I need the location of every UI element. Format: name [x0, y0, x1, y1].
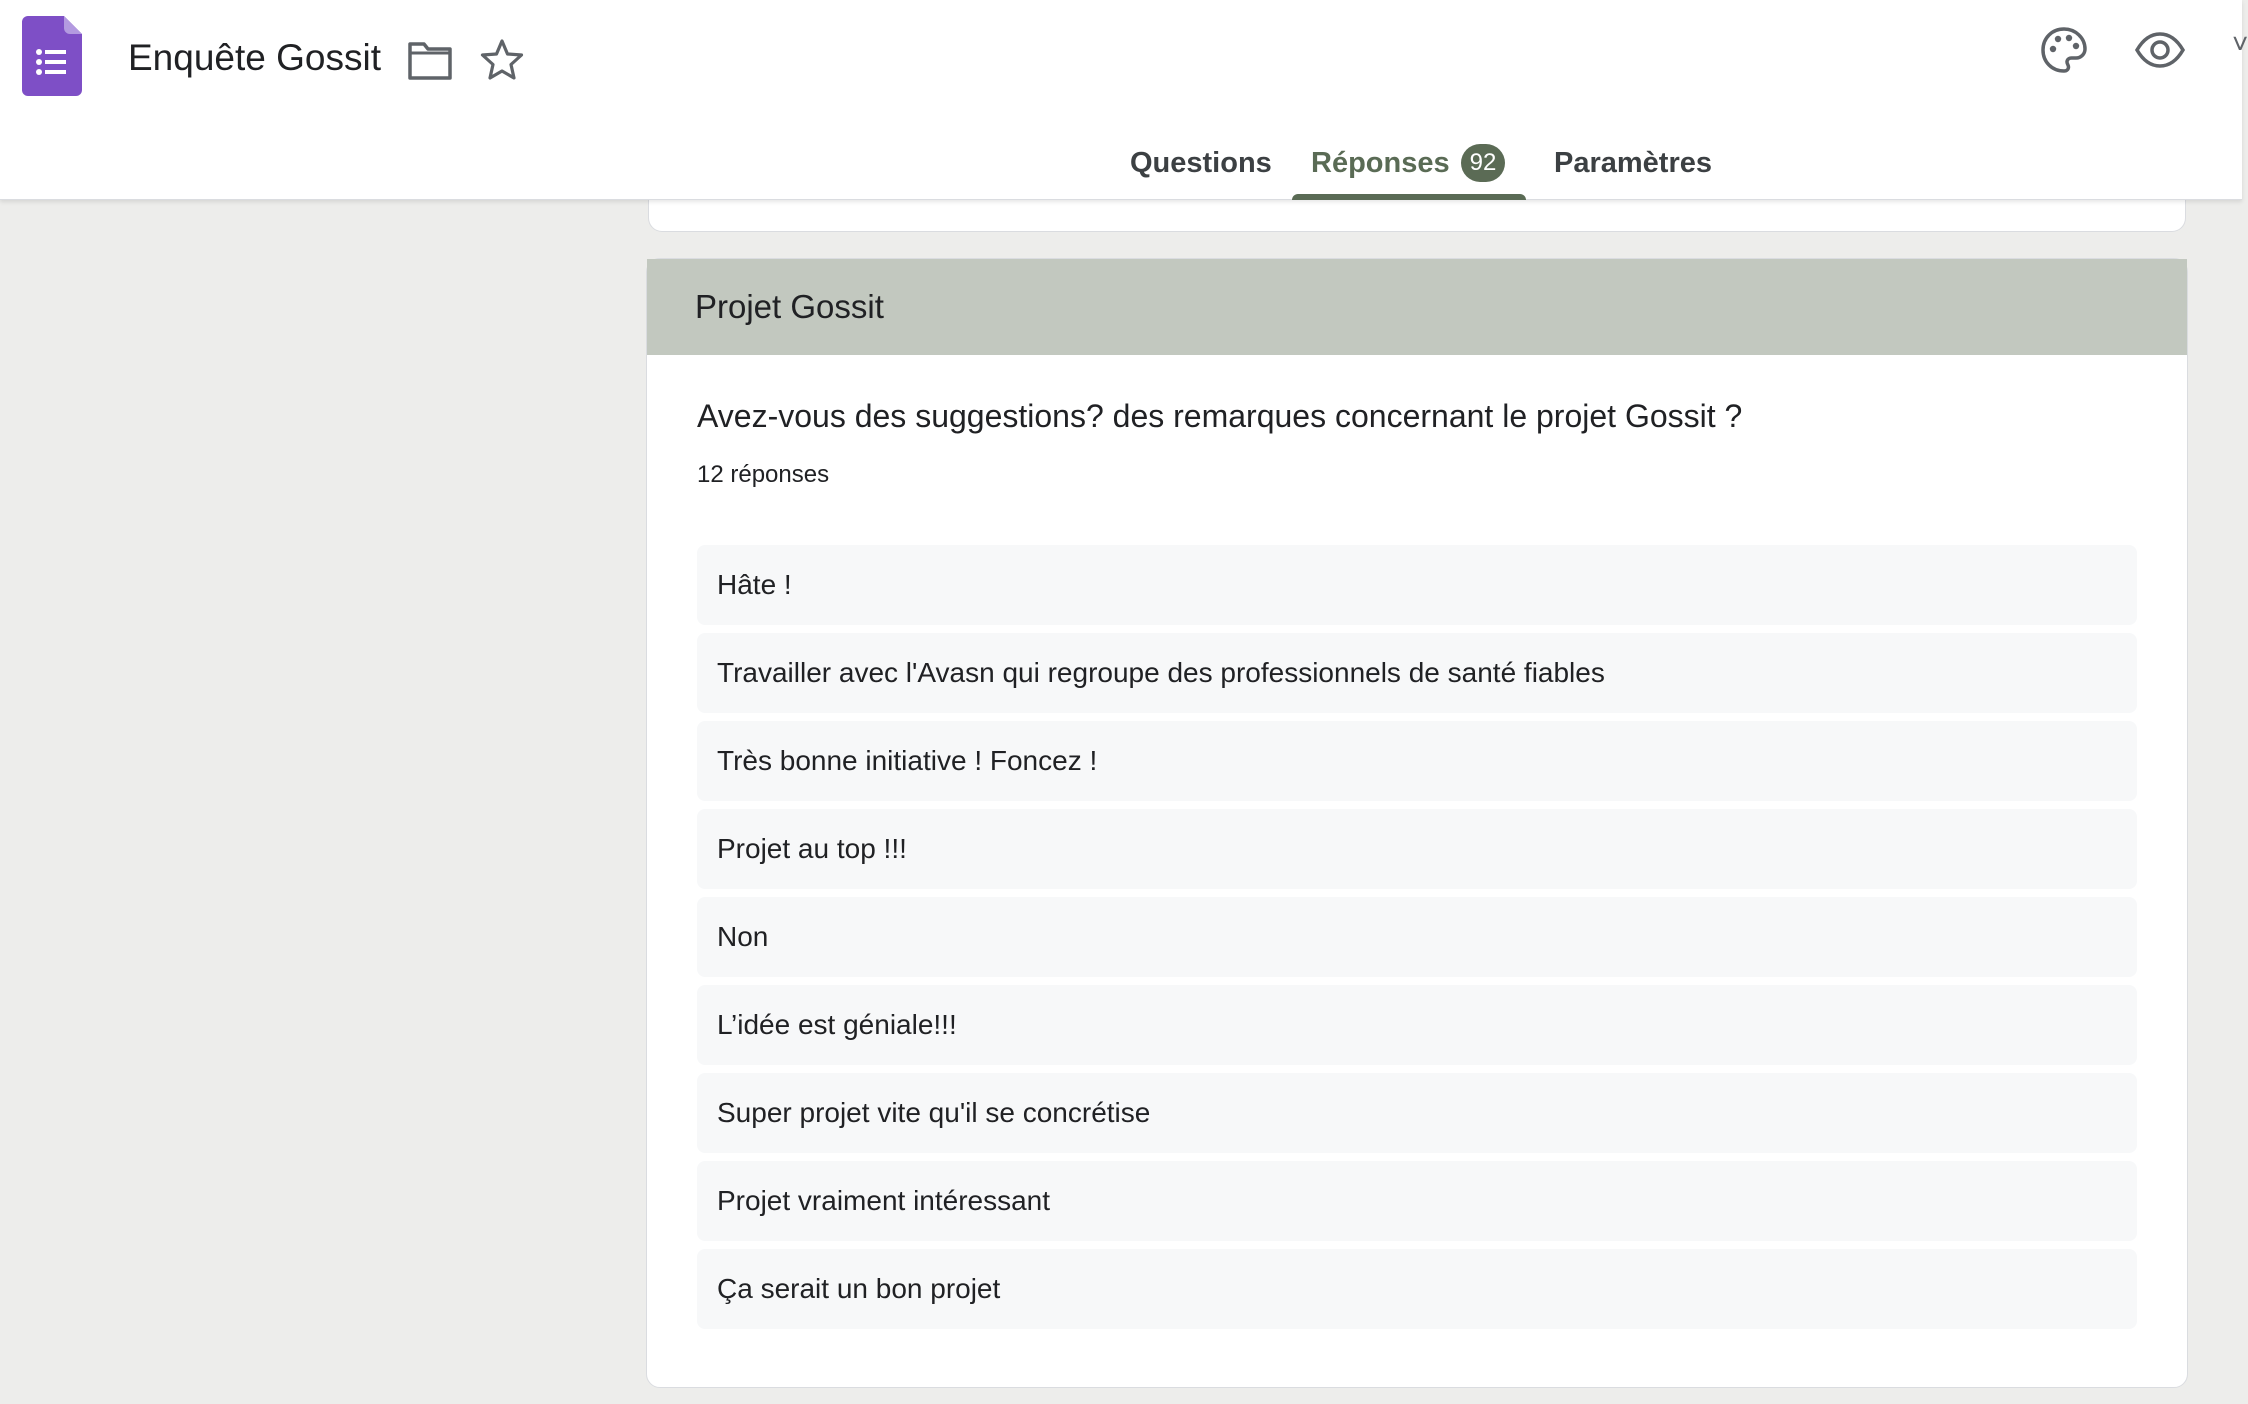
- more-icon[interactable]: ˅: [2232, 28, 2248, 59]
- star-icon[interactable]: [478, 36, 526, 84]
- tab-bar: [0, 140, 2242, 200]
- tab-responses[interactable]: [1292, 140, 1526, 200]
- response-item: Projet vraiment intéressant: [697, 1161, 2137, 1241]
- response-count: 12 réponses: [697, 461, 830, 488]
- tab-questions-label: Questions: [1130, 147, 1272, 179]
- response-item: Travailler avec l'Avasn qui regroupe des professionnels de santé fiables: [697, 633, 2137, 713]
- google-forms-icon[interactable]: [22, 16, 82, 96]
- question-title: Avez-vous des suggestions? des remarques concernant le projet Gossit ?: [697, 398, 1743, 434]
- response-item: Très bonne initiative ! Foncez !: [697, 721, 2137, 801]
- response-item: Projet au top !!!: [697, 809, 2137, 889]
- response-item: Super projet vite qu'il se concrétise: [697, 1073, 2137, 1153]
- document-title[interactable]: Enquête Gossit: [128, 37, 381, 78]
- tab-questions[interactable]: [1130, 140, 1272, 200]
- tab-settings-label: Paramètres: [1554, 147, 1712, 179]
- tab-settings[interactable]: [1554, 140, 1712, 200]
- eye-icon[interactable]: [2134, 24, 2186, 76]
- folder-icon[interactable]: [406, 38, 454, 82]
- response-item: Non: [697, 897, 2137, 977]
- responses-count-badge: 92: [1461, 144, 1505, 182]
- tab-responses-label: Réponses: [1311, 147, 1450, 179]
- question-summary-card: [646, 258, 2188, 1388]
- response-item: Hâte !: [697, 545, 2137, 625]
- response-item: Ça serait un bon projet: [697, 1249, 2137, 1329]
- response-item: L’idée est géniale!!!: [697, 985, 2137, 1065]
- top-app-bar: [0, 0, 2248, 200]
- active-tab-indicator: [1292, 194, 1526, 200]
- response-list[interactable]: [697, 545, 2137, 1337]
- section-title: Projet Gossit: [647, 259, 2187, 355]
- palette-icon[interactable]: [2038, 24, 2090, 76]
